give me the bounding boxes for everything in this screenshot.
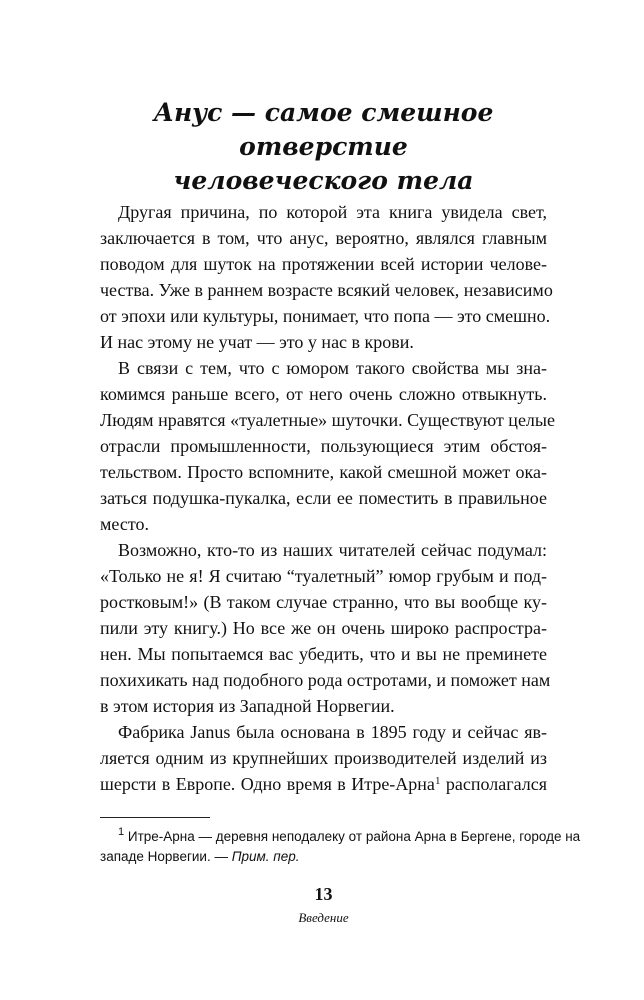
running-footer: Введение — [298, 910, 349, 925]
footnote-divider — [100, 817, 210, 818]
text-line: похихикать над подобного рода остротами, и поможет нам — [100, 670, 551, 690]
text-line: отрасли промышленности, пользующиеся этим обстоя- — [100, 436, 547, 456]
text-line: поводом для шуток на протяжении всей истории челове- — [100, 254, 547, 274]
text-line: Возможно, кто-то из наших читателей сейчас подумал: — [118, 540, 547, 560]
text-line: Людям нравятся «туалетные» шуточки. Существуют целые — [100, 410, 555, 430]
text-line: Другая причина, по которой эта книга увидела свет, — [118, 202, 547, 222]
text-line: место. — [100, 514, 149, 534]
footnote-text: западе Норвегии. — — [100, 849, 228, 864]
text-line: ляется одним из крупнейших производителей изделий из — [100, 748, 547, 768]
footnote — [100, 826, 581, 867]
page-number: 13 — [314, 884, 333, 904]
text-line: Фабрика Janus была основана в 1895 году и сейчас яв- — [118, 722, 547, 742]
text-line — [100, 771, 547, 797]
text-line: «Только не я! Я считаю “туалетный” юмор грубым и под- — [100, 566, 547, 586]
footnote-line — [100, 847, 547, 867]
text-line: тельством. Просто вспомните, какой смешной может ока- — [100, 462, 547, 482]
translator-note-sign: Прим. пер. — [231, 849, 300, 864]
text-line: В связи с тем, что с юмором такого свойства мы зна- — [118, 358, 547, 378]
footnote-number: 1 — [118, 826, 125, 838]
text-segment: располагался — [445, 774, 548, 794]
footnote-text: Итре-Арна — деревня неподалеку от района Арна в Бергене, городе на — [127, 829, 581, 844]
heading-line-2: человеческого тела — [173, 166, 474, 195]
heading-line-1: Анус — самое смешное отверстие — [153, 98, 494, 161]
text-line: заключается в том, что анус, вероятно, являлся главным — [100, 228, 547, 248]
text-line: нен. Мы попытаемся вас убедить, что и вы не преминете — [100, 644, 547, 664]
text-line: И нас этому не учат — это у нас в крови. — [100, 332, 414, 352]
body-text — [100, 199, 555, 797]
chapter-heading — [100, 96, 547, 198]
book-page — [100, 0, 581, 1000]
text-line: в этом история из Западной Норвегии. — [100, 696, 395, 716]
text-line: ростковым!» (В таком случае странно, что вы вообще ку- — [100, 592, 547, 612]
text-line: комимся раньше всего, от него очень сложно отвыкнуть. — [100, 384, 547, 404]
footnote-line — [100, 826, 581, 847]
footnote-reference[interactable]: 1 — [434, 775, 441, 787]
text-line: заться подушка-пукалка, если ее поместить в правильное — [100, 488, 547, 508]
text-line: от эпохи или культуры, понимает, что попа — это смешно. — [100, 306, 551, 326]
text-segment: шерсти в Европе. Одно время в Итре-Арна — [100, 774, 435, 794]
text-line: пили эту книгу.) Но все же он очень широко распростра- — [100, 618, 547, 638]
text-line: чества. Уже в раннем возрасте всякий человек, независимо — [100, 280, 553, 300]
